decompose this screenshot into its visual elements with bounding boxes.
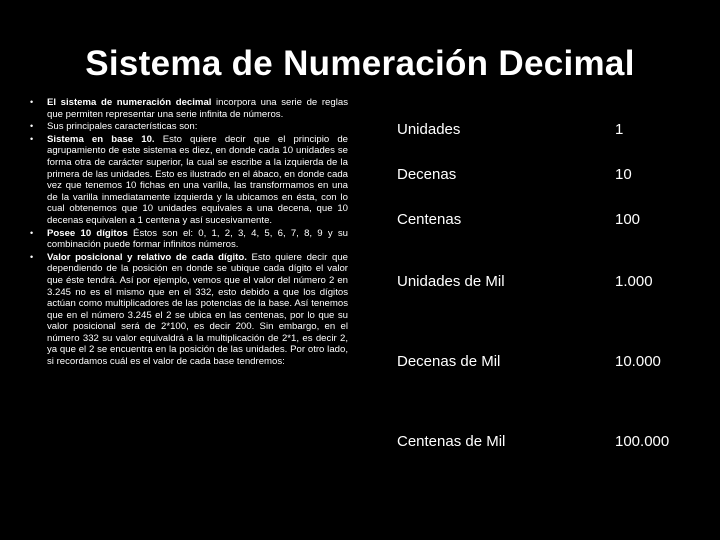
place-value: 100.000 (615, 432, 670, 450)
table-row (397, 196, 697, 242)
bullet-lead: El sistema de numeración decimal (47, 97, 212, 108)
bullet-icon: • (30, 97, 34, 107)
place-value: 1 (615, 121, 624, 138)
bullet-item (30, 228, 348, 251)
bullet-icon: • (30, 227, 34, 238)
bullet-list (30, 97, 348, 368)
bullet-icon: • (30, 251, 34, 262)
place-value-table (397, 107, 697, 481)
bullet-icon: • (30, 121, 34, 132)
bullet-text: incorpora una serie de reglas que permiten representar una serie infinita de números. (47, 97, 348, 120)
bullet-item (30, 134, 348, 227)
place-name: Unidades de Mil (397, 273, 505, 290)
bullet-item (30, 97, 348, 120)
table-row (397, 242, 697, 321)
place-name: Decenas de Mil (397, 352, 501, 370)
table-row (397, 321, 697, 401)
bullet-icon: • (30, 133, 34, 144)
bullet-text: Sus principales características son: (47, 121, 198, 133)
bullet-text: Éstos son el: 0, 1, 2, 3, 4, 5, 6, 7, 8, 9 y su combinación puede formar infinitos números. (47, 227, 348, 251)
place-name: Centenas de Mil (397, 432, 506, 450)
place-value: 10 (615, 165, 632, 183)
slide-title: Sistema de Numeración Decimal (85, 44, 635, 83)
place-value: 1.000 (615, 273, 653, 290)
bullet-item (30, 121, 348, 133)
table-row (397, 107, 697, 152)
place-name: Centenas (397, 210, 462, 228)
bullet-item (30, 252, 348, 368)
bullet-lead: Posee 10 dígitos (47, 227, 128, 239)
place-value: 10.000 (615, 352, 661, 370)
place-value: 100 (615, 210, 641, 228)
bullet-text: Esto quiere decir que dependiendo de la posición en donde se ubique cada dígito el valor que éste tendrá. Así por ejemplo, vemos que el valor del número 2 en 3.245 no es el mismo que en el 332, esto debido a que los dígitos actúan como multiplicadores de las potencias de la base. Así tenemos que en el número 3.245 el 2 se ubica en las centenas, por lo que su valor posicional será de 2*100, es decir 200. Sin embargo, en el número 332 su valor equivaldrá a la multiplicación de 2*1, es decir 2, ya que el 2 se encuentra en la posición de las unidades. Por otro lado, si recordamos cuál es el valor de cada base tendremos: (47, 251, 348, 368)
bullet-lead: Valor posicional y relativo de cada dígito. (47, 251, 247, 263)
table-row (397, 401, 697, 481)
place-name: Unidades (397, 121, 461, 138)
bullet-lead: Sistema en base 10. (47, 133, 155, 145)
table-row (397, 152, 697, 196)
bullet-text: Esto quiere decir que el principio de agrupamiento de este sistema es diez, en donde cada 10 unidades se forma otra de carácter superior, la cual se escribe a la izquierda de la primera de las unidades. Esto es ilustrado en el ábaco, en donde cada vez que tenemos 10 fichas en una varilla, las transformamos en una de la varilla inmediatamente izquierda y la ubicamos en ésta, con lo cual obtenemos que 10 unidades equivales a una decena, que 10 decenas equivalen a 1 centena y así sucesivamente. (47, 133, 348, 226)
place-name: Decenas (397, 165, 457, 183)
